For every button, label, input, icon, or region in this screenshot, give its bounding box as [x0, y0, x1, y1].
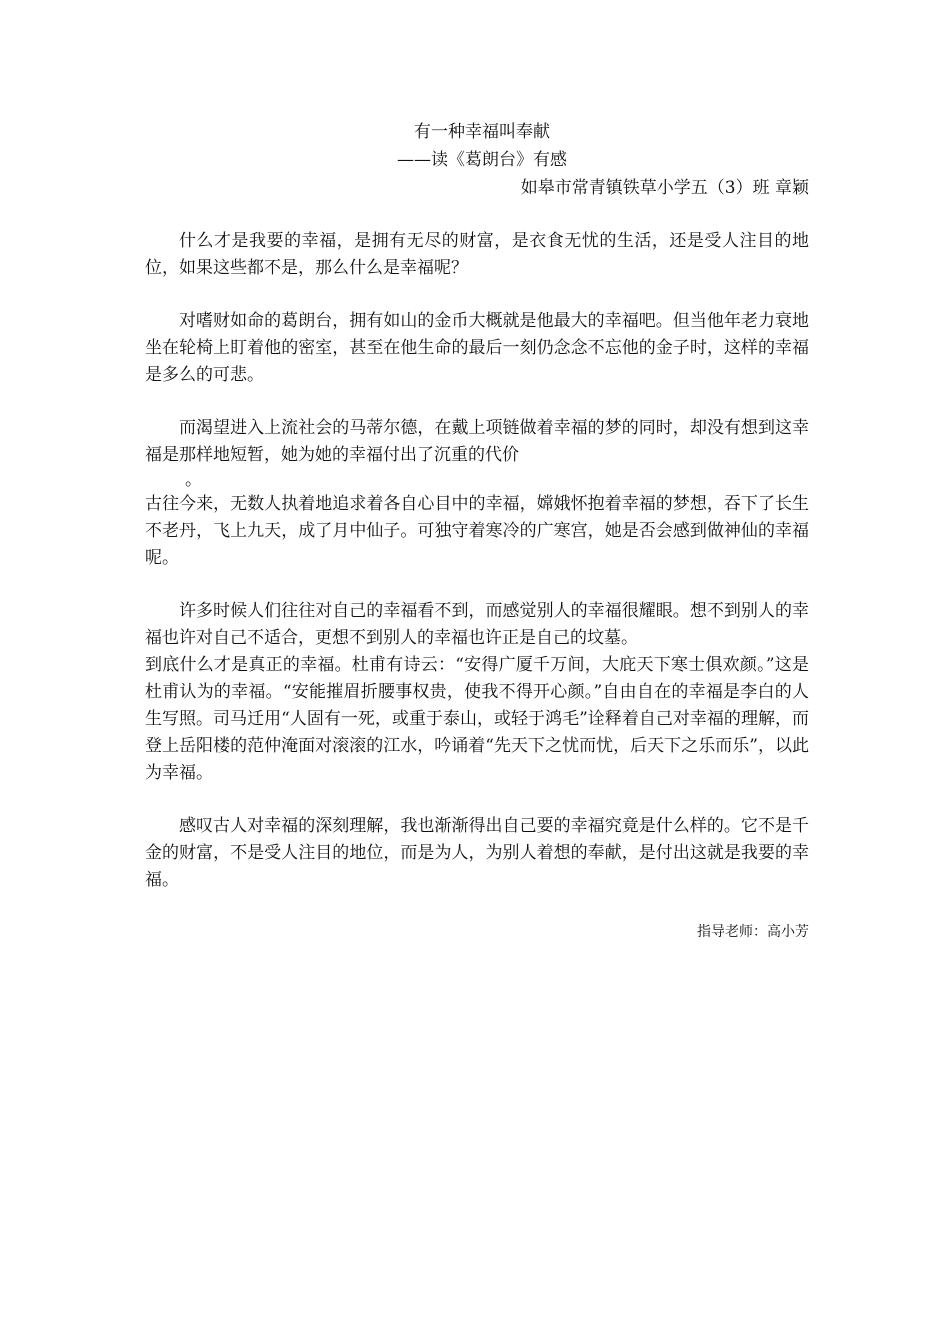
paragraph-4: 古往今来，无数人执着地追求着各自心目中的幸福，嫦娥怀抱着幸福的梦想，吞下了长生不老丹，飞上九天，成了月中仙子。可独守着寒冷的广寒宫，她是否会感到做神仙的幸福呢。 — [145, 494, 809, 568]
author-byline: 如皋市常青镇铁草小学五（3）班 章颖 — [520, 178, 809, 198]
essay-subtitle: ——读《葛朗台》有感 — [397, 150, 567, 170]
spacer — [145, 282, 809, 308]
spacer — [145, 572, 809, 598]
paragraph-2: 对嗜财如命的葛朗台，拥有如山的金币大概就是他最大的幸福吧。但当他年老力衰地坐在轮椅上盯着他的密室，甚至在他生命的最后一刻仍念念不忘他的金子时，这样的幸福是多么的可悲。 — [145, 311, 809, 385]
advisor-credit: 指导老师：高小芳 — [697, 924, 809, 940]
paragraph-1: 什么才是我要的幸福，是拥有无尽的财富，是衣食无忧的生活，还是受人注目的地位，如果这些都不是，那么什么是幸福呢？ — [145, 231, 809, 278]
essay-title: 有一种幸福叫奉献 — [414, 122, 550, 142]
spacer — [145, 787, 809, 813]
paragraph-7: 感叹古人对幸福的深刻理解，我也渐渐得出自己要的幸福究竟是什么样的。它不是千金的财富，不是受人注目的地位，而是为人，为别人着想的奉献，是付出这就是我要的幸福。 — [145, 816, 809, 890]
paragraph-6: 到底什么才是真正的幸福。杜甫有诗云：“安得广厦千万间，大庇天下寒士俱欢颜。”这是杜甫认为的幸福。“安能摧眉折腰事权贵，使我不得开心颜。”自由自在的幸福是李白的人生写照。司马迁用“人固有一死，或重于泰山，或轻于鸿毛”诠释着自己对幸福的理解，而登上岳阳楼的范仲淹面对滚滚的江水，吟诵着“先天下之忧而忧，后天下之乐而乐”，以此为幸福。 — [145, 655, 809, 783]
spacer — [145, 894, 809, 920]
spacer — [145, 389, 809, 415]
spacer — [145, 202, 809, 228]
paragraph-3-period: 。 — [185, 470, 202, 490]
essay-page — [145, 118, 809, 944]
paragraph-3: 而渴望进入上流社会的马蒂尔德，在戴上项链做着幸福的梦的同时，却没有想到这幸福是那样地短暂，她为她的幸福付出了沉重的代价 — [145, 418, 809, 465]
paragraph-5: 许多时候人们往往对自己的幸福看不到，而感觉别人的幸福很耀眼。想不到别人的幸福也许对自己不适合，更想不到别人的幸福也许正是自己的坟墓。 — [145, 601, 809, 648]
